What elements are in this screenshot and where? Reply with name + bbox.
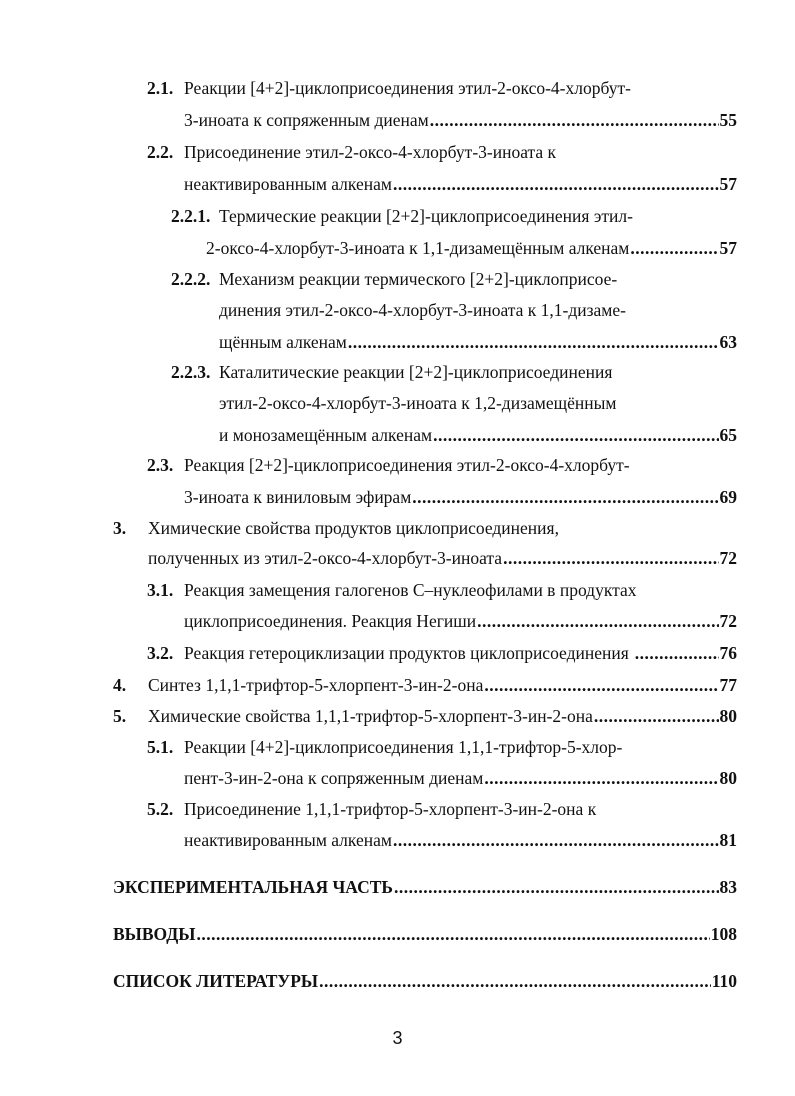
toc-entry-text: Присоединение 1,1,1-трифтор-5-хлорпент-3-ин-2-она к xyxy=(184,799,597,819)
toc-entry-text: Реакция гетероциклизации продуктов циклоприсоединения xyxy=(184,643,629,663)
toc-entry-text: неактивированным алкенам xyxy=(184,830,392,850)
toc-entry-text: Синтез 1,1,1-трифтор-5-хлорпент-3-ин-2-она xyxy=(148,675,484,695)
toc-entry-text: Реакция [2+2]-циклоприсоединения этил-2-оксо-4-хлорбут- xyxy=(184,455,630,475)
dot-leader xyxy=(484,672,718,698)
toc-entry-number: 2.2.2. xyxy=(171,269,211,289)
toc-entry-number: 5.1. xyxy=(147,737,174,757)
toc-entry-text: 2-оксо-4-хлорбут-3-иноата к 1,1-дизамещённым алкенам xyxy=(206,238,630,258)
toc-entry-number: 3.1. xyxy=(147,580,174,600)
dot-leader xyxy=(430,107,719,133)
toc-section-references[interactable] xyxy=(113,968,737,994)
toc-page-number: 81 xyxy=(719,830,737,850)
toc-entry-text: и монозамещённым алкенам xyxy=(219,425,433,445)
toc-section-experimental[interactable] xyxy=(113,874,737,900)
toc-entry-text: щённым алкенам xyxy=(219,332,347,352)
toc-entry-text: Реакции [4+2]-циклоприсоединения этил-2-оксо-4-хлорбут- xyxy=(184,78,631,98)
dot-leader xyxy=(319,968,711,994)
toc-page-number: 69 xyxy=(719,487,737,507)
toc-entry-number: 2.3. xyxy=(147,455,174,475)
toc-entry[interactable] xyxy=(184,171,737,197)
toc-entry[interactable] xyxy=(148,545,737,571)
dot-leader xyxy=(197,921,710,947)
toc-entry-text: Каталитические реакции [2+2]-циклоприсоединения xyxy=(219,362,613,382)
toc-entry[interactable] xyxy=(184,827,737,853)
dot-leader xyxy=(412,484,718,510)
toc-entry-text: Присоединение этил-2-оксо-4-хлорбут-3-иноата к xyxy=(184,142,557,162)
toc-page-number: 80 xyxy=(719,768,737,788)
toc-entry[interactable] xyxy=(184,608,737,634)
toc-entry-text: Термические реакции [2+2]-циклоприсоединения этил- xyxy=(219,206,633,226)
toc-entry-number: 3. xyxy=(113,518,127,538)
toc-entry[interactable] xyxy=(184,640,737,666)
dot-leader xyxy=(393,827,719,853)
toc-entry-text: Реакция замещения галогенов С–нуклеофилами в продуктах xyxy=(184,580,637,600)
toc-entry[interactable] xyxy=(219,422,737,448)
dot-leader xyxy=(394,874,719,900)
dot-leader xyxy=(503,545,718,571)
toc-page-number: 72 xyxy=(719,548,737,568)
toc-page-number: 83 xyxy=(719,877,737,897)
dot-leader xyxy=(477,608,718,634)
toc-entry[interactable] xyxy=(148,703,737,729)
toc-page-number: 55 xyxy=(719,110,737,130)
page-number: 3 xyxy=(392,1028,403,1048)
toc-entry[interactable] xyxy=(206,235,737,261)
toc-page-number: 108 xyxy=(710,924,737,944)
toc-entry-text: Реакции [4+2]-циклоприсоединения 1,1,1-трифтор-5-хлор- xyxy=(184,737,623,757)
toc-entry[interactable] xyxy=(148,672,737,698)
toc-section-title: СПИСОК ЛИТЕРАТУРЫ xyxy=(113,971,319,991)
toc-entry-text: Механизм реакции термического [2+2]-циклоприсое- xyxy=(219,269,618,289)
toc-entry-number: 2.1. xyxy=(147,78,174,98)
dot-leader xyxy=(393,171,719,197)
dot-leader xyxy=(433,422,718,448)
toc-entry-number: 5.2. xyxy=(147,799,174,819)
toc-entry-text: циклоприсоединения. Реакция Негиши xyxy=(184,611,477,631)
toc-entry-text: полученных из этил-2-оксо-4-хлорбут-3-иноата xyxy=(148,548,503,568)
dot-leader xyxy=(348,329,719,355)
toc-entry-text: пент-3-ин-2-она к сопряженным диенам xyxy=(184,768,484,788)
toc-page-number: 77 xyxy=(719,675,737,695)
toc-section-title: ВЫВОДЫ xyxy=(113,924,196,944)
toc-entry-text: этил-2-оксо-4-хлорбут-3-иноата к 1,2-дизамещённым xyxy=(219,393,617,413)
toc-entry-number: 5. xyxy=(113,706,127,726)
toc-entry-text: Химические свойства продуктов циклоприсоединения, xyxy=(148,518,559,538)
toc-entry[interactable] xyxy=(184,484,737,510)
toc-entry-number: 4. xyxy=(113,675,127,695)
toc-entry-text: динения этил-2-оксо-4-хлорбут-3-иноата к 1,1-дизаме- xyxy=(219,300,626,320)
toc-page-number: 80 xyxy=(719,706,737,726)
toc-page-number: 72 xyxy=(719,611,737,631)
toc-entry-text: 3-иноата к виниловым эфирам xyxy=(184,487,412,507)
dot-leader xyxy=(484,765,718,791)
toc-entry[interactable] xyxy=(184,107,737,133)
toc-section-title: ЭКСПЕРИМЕНТАЛЬНАЯ ЧАСТЬ xyxy=(113,877,393,897)
toc-entry-text: неактивированным алкенам xyxy=(184,174,392,194)
toc-entry[interactable] xyxy=(219,329,737,355)
toc-page-number: 57 xyxy=(719,174,737,194)
toc-entry-text: Химические свойства 1,1,1-трифтор-5-хлорпент-3-ин-2-она xyxy=(148,706,593,726)
toc-page-number: 63 xyxy=(719,332,737,352)
toc-entry-number: 3.2. xyxy=(147,643,174,663)
toc-entry[interactable] xyxy=(184,765,737,791)
toc-entry-number: 2.2.3. xyxy=(171,362,211,382)
toc-page-number: 76 xyxy=(719,643,737,663)
toc-page-number: 110 xyxy=(711,971,737,991)
toc-page-number: 65 xyxy=(719,425,737,445)
toc-section-conclusions[interactable] xyxy=(113,921,737,947)
toc-entry-text: 3-иноата к сопряженным диенам xyxy=(184,110,429,130)
dot-leader xyxy=(630,235,718,261)
dot-leader xyxy=(594,703,719,729)
toc-page-number: 57 xyxy=(719,238,737,258)
toc-entry-number: 2.2. xyxy=(147,142,174,162)
dot-leader xyxy=(635,640,719,666)
toc-entry-number: 2.2.1. xyxy=(171,206,211,226)
